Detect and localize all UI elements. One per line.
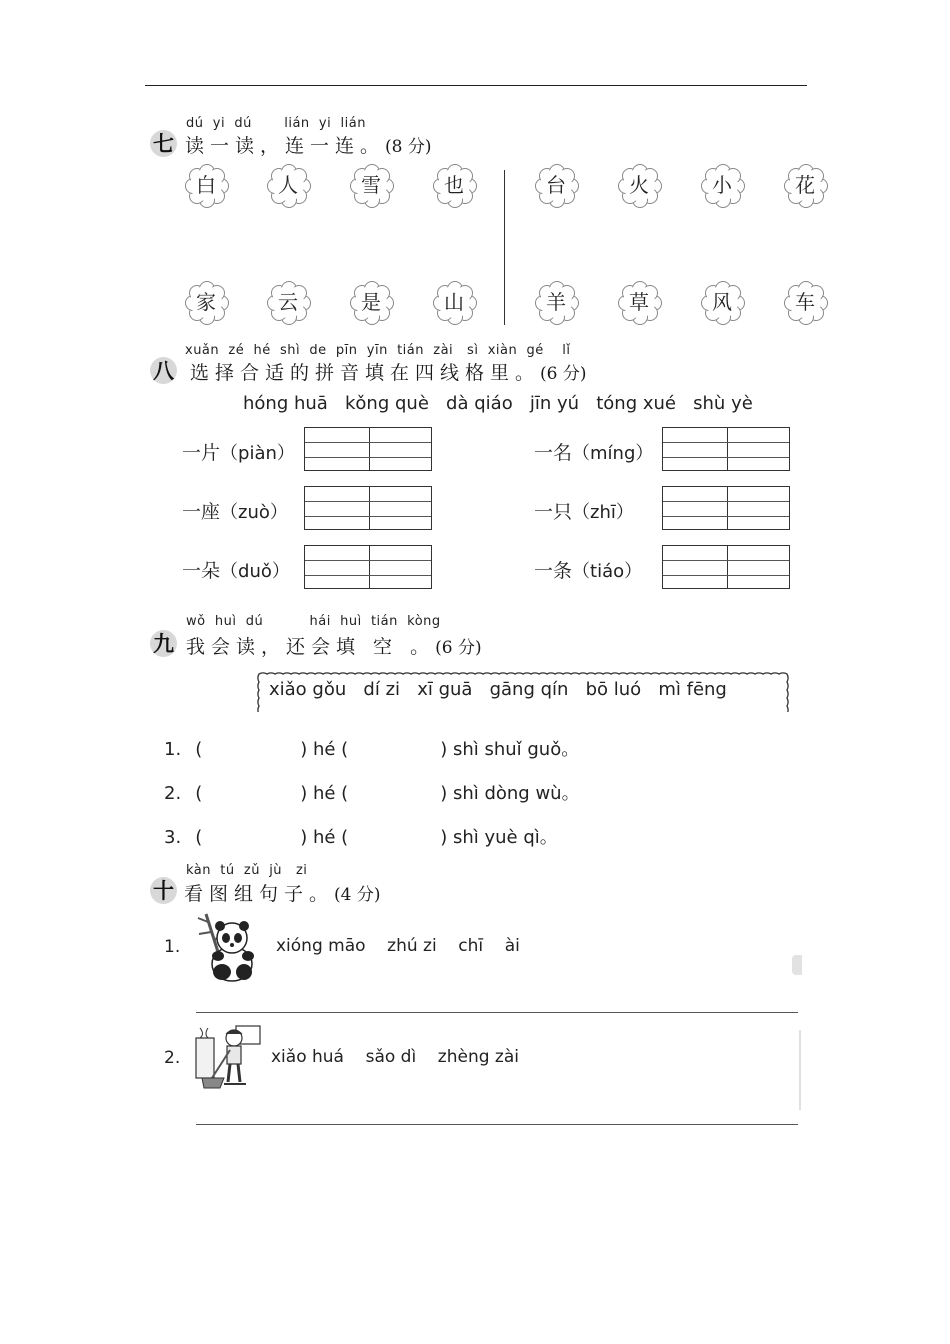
- character-text: 白: [190, 169, 222, 201]
- flower-character[interactable]: [701, 164, 743, 206]
- character-text: 车: [789, 286, 821, 318]
- section8-number: 八: [150, 357, 177, 384]
- section10-title: 看图组句子。(4 分): [184, 883, 381, 905]
- flower-character[interactable]: [784, 281, 826, 323]
- fill-blank-row[interactable]: 2. ( ) hé ( ) shì dòng wù。: [164, 783, 580, 804]
- fill-blank-row[interactable]: 1. ( ) hé ( ) shì shuǐ guǒ。: [164, 739, 580, 760]
- character-text: 台: [540, 169, 572, 201]
- edge-mark: [792, 955, 802, 975]
- section7-pinyin: dú yi dú lián yi lián: [186, 116, 366, 131]
- section10-number: 十: [150, 877, 177, 904]
- character-text: 是: [355, 286, 387, 318]
- item-label: 一名（míng）: [534, 442, 654, 464]
- section9-word-bank-box: [255, 670, 789, 712]
- flower-character[interactable]: [433, 164, 475, 206]
- section7-title: 读一读，连一连。(8 分): [185, 135, 432, 157]
- character-text: 草: [623, 286, 655, 318]
- item-label: 一座（zuò）: [182, 501, 288, 523]
- section7-number: 七: [150, 130, 177, 157]
- character-text: 花: [789, 169, 821, 201]
- flower-character[interactable]: [350, 281, 392, 323]
- edge-mark: [799, 1030, 801, 1110]
- section10-pinyin: kàn tú zǔ jù zi: [186, 863, 308, 878]
- four-line-grid[interactable]: [662, 545, 790, 589]
- child-sweeping-picture: [194, 1024, 264, 1092]
- section8-title: 选择合适的拼音填在四线格里。(6 分): [190, 362, 587, 384]
- flower-character[interactable]: [267, 281, 309, 323]
- fill-blank-row[interactable]: 3. ( ) hé ( ) shì yuè qì。: [164, 827, 558, 848]
- character-text: 小: [706, 169, 738, 201]
- item-label: 一条（tiáo）: [534, 560, 643, 582]
- flower-character[interactable]: [618, 164, 660, 206]
- four-line-grid[interactable]: [662, 486, 790, 530]
- item-words: xióng māo zhú zi chī ài: [276, 936, 520, 956]
- flower-character[interactable]: [433, 281, 475, 323]
- four-line-grid[interactable]: [304, 427, 432, 471]
- four-line-grid[interactable]: [304, 545, 432, 589]
- flower-character[interactable]: [185, 164, 227, 206]
- flower-character[interactable]: [618, 281, 660, 323]
- section9-word-bank: xiǎo gǒu dí zi xī guā gāng qín bō luó mì fēng: [269, 679, 727, 700]
- top-rule: [145, 85, 807, 86]
- item-number: 1.: [164, 937, 181, 957]
- character-text: 云: [272, 286, 304, 318]
- section9-pinyin: wǒ huì dú hái huì tián kòng: [186, 614, 441, 629]
- item-label: 一只（zhī）: [534, 501, 634, 523]
- character-text: 风: [706, 286, 738, 318]
- flower-character[interactable]: [267, 164, 309, 206]
- answer-line[interactable]: [196, 1124, 798, 1125]
- item-number: 2.: [164, 1048, 181, 1068]
- four-line-grid[interactable]: [662, 427, 790, 471]
- item-label: 一朵（duǒ）: [182, 560, 290, 582]
- section7-divider: [504, 170, 505, 325]
- four-line-grid[interactable]: [304, 486, 432, 530]
- character-text: 人: [272, 169, 304, 201]
- section8-word-bank: hóng huā kǒng què dà qiáo jīn yú tóng xué shù yè: [243, 393, 753, 414]
- answer-line[interactable]: [196, 1012, 798, 1013]
- flower-character[interactable]: [701, 281, 743, 323]
- section9-number: 九: [150, 630, 177, 657]
- character-text: 火: [623, 169, 655, 201]
- flower-character[interactable]: [535, 164, 577, 206]
- character-text: 也: [438, 169, 470, 201]
- character-text: 雪: [355, 169, 387, 201]
- panda-picture: [196, 912, 262, 984]
- item-label: 一片（piàn）: [182, 442, 295, 464]
- flower-character[interactable]: [784, 164, 826, 206]
- section8-pinyin: xuǎn zé hé shì de pīn yīn tián zài sì xiàn gé lǐ: [185, 343, 571, 358]
- character-text: 家: [190, 286, 222, 318]
- character-text: 山: [438, 286, 470, 318]
- character-text: 羊: [540, 286, 572, 318]
- section9-title: 我会读，还会填 空 。(6 分): [186, 636, 482, 658]
- flower-character[interactable]: [185, 281, 227, 323]
- flower-character[interactable]: [350, 164, 392, 206]
- item-words: xiǎo huá sǎo dì zhèng zài: [271, 1047, 519, 1067]
- flower-character[interactable]: [535, 281, 577, 323]
